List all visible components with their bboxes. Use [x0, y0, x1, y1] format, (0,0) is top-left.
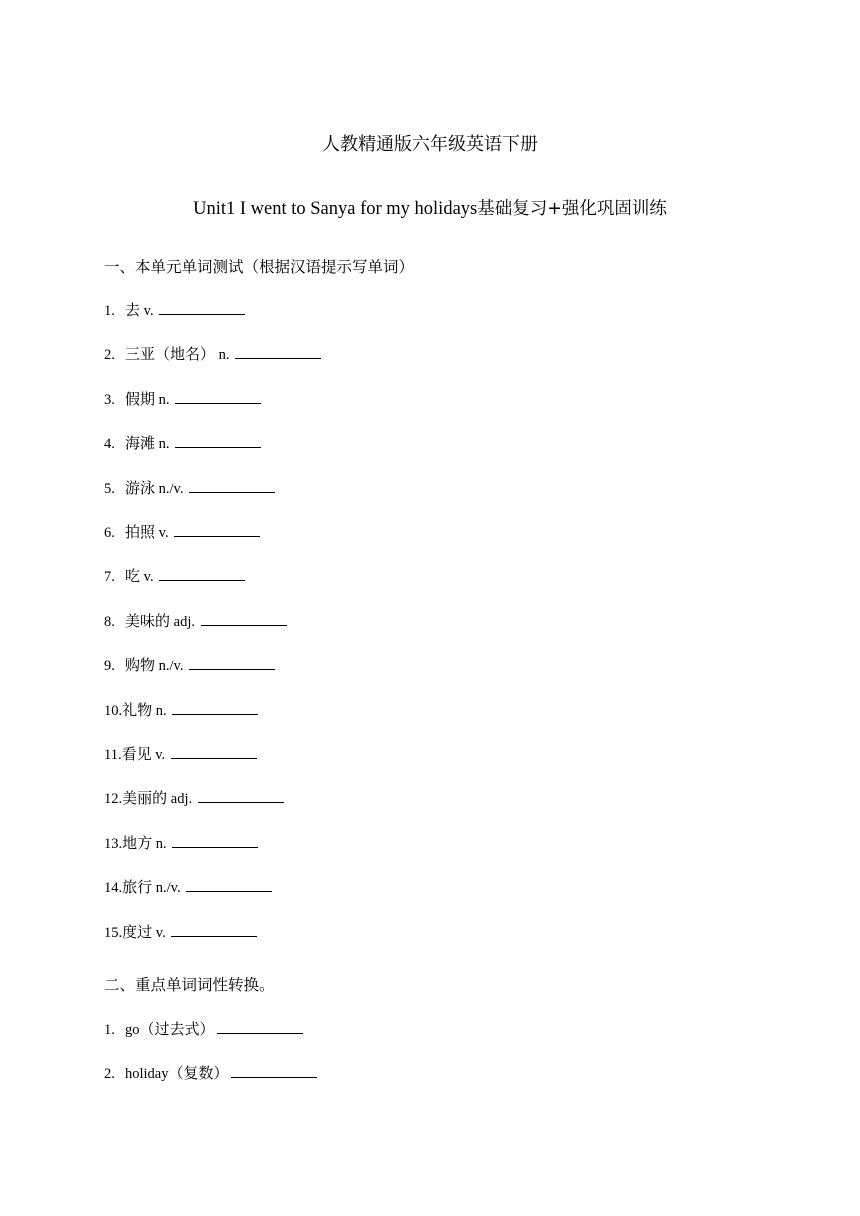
item-part-of-speech: n.	[218, 347, 230, 363]
vocab-item	[104, 788, 284, 809]
item-part-of-speech: adj.	[173, 614, 195, 630]
item-chinese-hint: 三亚（地名）	[125, 345, 216, 363]
item-chinese-hint: 度过	[122, 923, 153, 941]
item-number: 2.	[104, 1066, 115, 1082]
item-part-of-speech: n./v.	[158, 658, 184, 674]
vocab-item	[104, 611, 287, 632]
item-part-of-speech: n./v.	[155, 880, 181, 896]
page-title: 人教精通版六年级英语下册	[322, 134, 538, 155]
item-part-of-speech: v.	[143, 569, 154, 585]
vocab-item	[104, 700, 258, 721]
item-number: 8.	[104, 614, 115, 630]
vocab-item	[104, 300, 245, 321]
item-number: 5.	[104, 481, 115, 497]
item-number: 4.	[104, 436, 115, 452]
item-number: 10.	[104, 703, 123, 719]
section-1-heading: 一、本单元单词测试（根据汉语提示写单词）	[104, 258, 415, 276]
item-part-of-speech: v.	[155, 925, 166, 941]
item-form-hint: （复数）	[168, 1064, 229, 1082]
answer-blank[interactable]	[198, 788, 284, 803]
answer-blank[interactable]	[201, 611, 287, 626]
vocab-item	[104, 389, 261, 410]
answer-blank[interactable]	[171, 922, 257, 937]
item-part-of-speech: n.	[155, 836, 167, 852]
subtitle-chinese: 基础复习+强化巩固训练	[477, 199, 667, 219]
answer-blank[interactable]	[159, 566, 245, 581]
item-number: 9.	[104, 658, 115, 674]
answer-blank[interactable]	[174, 522, 260, 537]
answer-blank[interactable]	[189, 655, 275, 670]
item-number: 14.	[104, 880, 123, 896]
subtitle-english: Unit1 I went to Sanya for my holidays	[193, 199, 478, 219]
section-2-heading: 二、重点单词词性转换。	[104, 976, 275, 994]
vocab-item	[104, 877, 272, 898]
vocab-item	[104, 433, 261, 454]
answer-blank[interactable]	[235, 344, 321, 359]
item-number: 15.	[104, 925, 123, 941]
item-part-of-speech: v.	[155, 747, 166, 763]
item-chinese-hint: 看见	[121, 745, 152, 763]
item-form-hint: （过去式）	[139, 1020, 215, 1038]
item-chinese-hint: 拍照	[125, 523, 156, 541]
vocab-item	[104, 922, 257, 943]
item-number: 12.	[104, 791, 123, 807]
item-chinese-hint: 美丽的	[122, 789, 168, 807]
answer-blank[interactable]	[186, 877, 272, 892]
word-form-item	[104, 1019, 303, 1040]
vocab-item	[104, 478, 275, 499]
vocab-item	[104, 566, 245, 587]
vocab-item	[104, 655, 275, 676]
page-subtitle	[0, 197, 860, 221]
item-chinese-hint: 购物	[125, 656, 156, 674]
answer-blank[interactable]	[231, 1063, 317, 1078]
item-number: 7.	[104, 569, 115, 585]
item-chinese-hint: 去	[125, 301, 141, 319]
vocab-item	[104, 344, 321, 365]
answer-blank[interactable]	[159, 300, 245, 315]
answer-blank[interactable]	[171, 744, 257, 759]
item-part-of-speech: n./v.	[158, 481, 184, 497]
word-form-item	[104, 1063, 317, 1084]
item-english-word: go	[125, 1022, 140, 1038]
vocab-item	[104, 522, 260, 543]
item-chinese-hint: 海滩	[125, 434, 156, 452]
answer-blank[interactable]	[189, 478, 275, 493]
item-number: 11.	[104, 747, 122, 763]
answer-blank[interactable]	[175, 433, 261, 448]
answer-blank[interactable]	[217, 1019, 303, 1034]
item-number: 1.	[104, 1022, 115, 1038]
item-part-of-speech: adj.	[170, 791, 193, 807]
item-chinese-hint: 礼物	[122, 701, 153, 719]
answer-blank[interactable]	[172, 700, 258, 715]
item-part-of-speech: v.	[143, 303, 154, 319]
vocab-item	[104, 833, 258, 854]
item-chinese-hint: 旅行	[122, 878, 153, 896]
item-number: 6.	[104, 525, 115, 541]
item-part-of-speech: v.	[158, 525, 169, 541]
item-part-of-speech: n.	[158, 436, 170, 452]
item-english-word: holiday	[125, 1066, 169, 1082]
item-number: 13.	[104, 836, 123, 852]
answer-blank[interactable]	[175, 389, 261, 404]
item-chinese-hint: 假期	[125, 390, 156, 408]
item-chinese-hint: 地方	[122, 834, 153, 852]
item-number: 1.	[104, 303, 115, 319]
item-chinese-hint: 美味的	[125, 612, 171, 630]
answer-blank[interactable]	[172, 833, 258, 848]
item-number: 2.	[104, 347, 115, 363]
item-part-of-speech: n.	[158, 392, 170, 408]
vocab-item	[104, 744, 257, 765]
item-part-of-speech: n.	[155, 703, 167, 719]
item-number: 3.	[104, 392, 115, 408]
item-chinese-hint: 吃	[125, 567, 141, 585]
item-chinese-hint: 游泳	[125, 479, 156, 497]
